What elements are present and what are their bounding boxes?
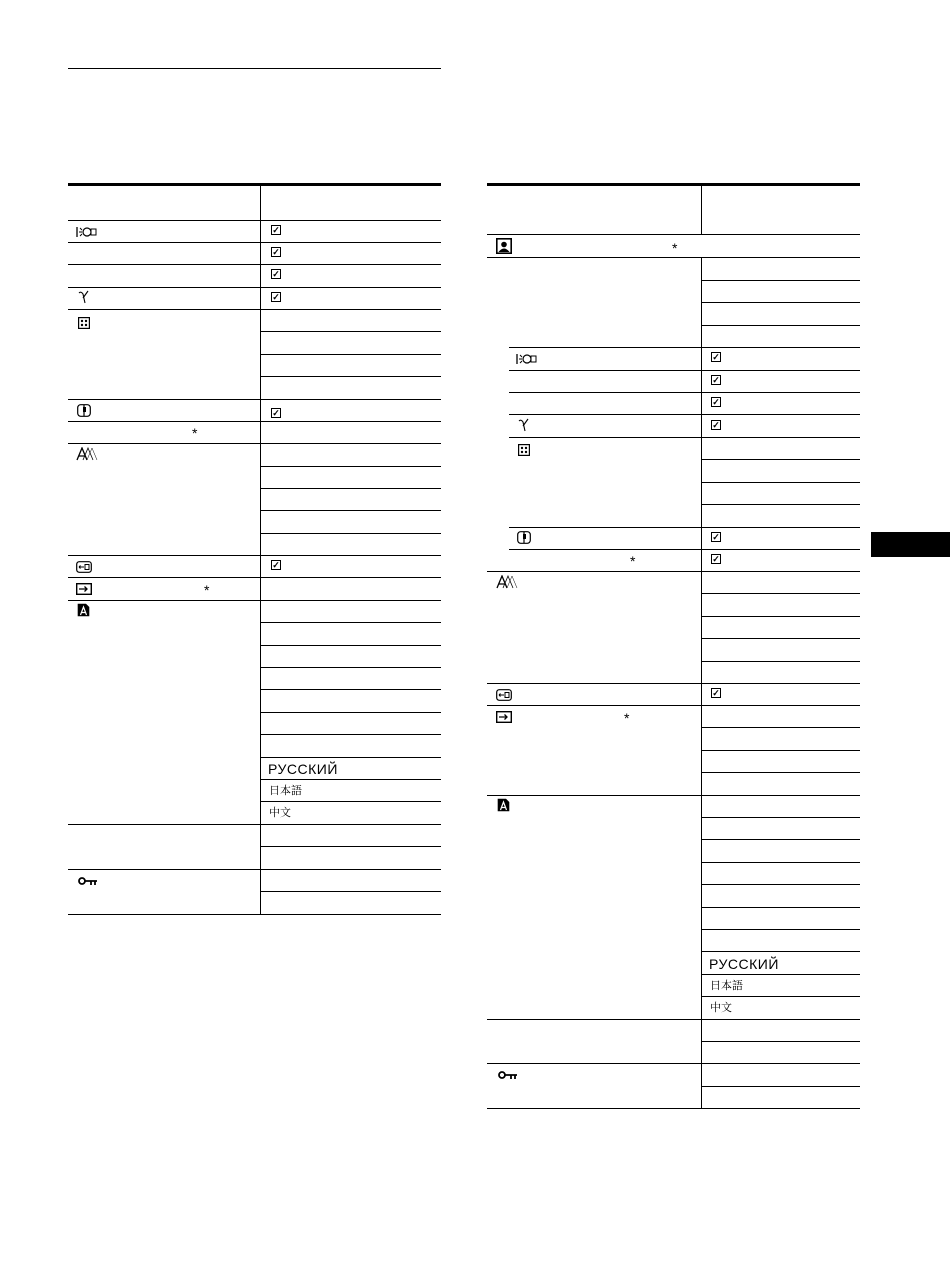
key-icon [78,873,98,891]
check-icon: ✓ [272,292,280,302]
zoom-icon [496,688,512,706]
check-icon: ✓ [712,352,720,362]
sub-row [702,863,860,885]
language-chinese: 中文 [710,1002,732,1014]
table-row [509,393,860,415]
check-icon: ✓ [712,532,720,542]
gamma-icon [78,289,90,310]
sub-row [261,735,441,758]
table-row [68,422,441,444]
sub-row [261,601,441,623]
sub-row [702,930,860,952]
table-row [68,578,441,601]
sub-row [702,885,860,908]
sub-row [702,818,860,840]
top-rule [68,68,441,69]
brightness-icon [76,225,100,243]
brightness-icon [516,352,540,370]
sub-row [702,483,860,505]
sub-row [261,825,441,847]
check-icon: ✓ [272,247,280,257]
asterisk: * [672,240,678,256]
sub-row [702,258,860,281]
sub-row [702,840,860,863]
sub-row [702,728,860,751]
zoom-icon [76,560,92,578]
sub-row [261,355,441,377]
language-russian: РУССКИЙ [268,761,338,777]
portrait-icon [496,238,512,259]
input-arrow-icon [496,710,512,728]
sub-row [702,460,860,483]
table-header-row [487,186,860,235]
text-a-icon [76,447,98,466]
sub-row [261,870,441,892]
language-japanese: 日本語 [710,980,743,992]
sub-row [261,511,441,534]
sub-row [261,646,441,668]
language-a-icon [497,798,510,817]
color-dots-icon [78,316,90,334]
table-row [487,550,860,572]
sub-row [261,467,441,489]
table-header-row [68,186,441,221]
input-arrow-icon [76,582,92,600]
asterisk: * [192,425,198,441]
asterisk: * [630,553,636,569]
sub-row [702,639,860,662]
sub-row [702,594,860,617]
check-icon: ✓ [712,554,720,564]
table-row [68,265,441,288]
key-icon [498,1067,518,1085]
right-menu-table [487,183,860,1109]
table-row [509,528,860,550]
text-a-icon [496,575,518,594]
check-icon: ✓ [272,560,280,570]
table-row [68,221,441,243]
sub-row [702,617,860,639]
table-row [509,415,860,438]
sub-row [702,572,860,594]
language-a-icon [77,603,90,622]
gamma-icon [518,417,530,438]
sub-row [702,796,860,818]
sub-row [702,438,860,460]
sub-row [702,281,860,303]
table-row [68,556,441,578]
sharpness-icon [77,404,91,422]
table-row [68,243,441,265]
check-icon: ✓ [272,269,280,279]
sub-row [261,690,441,713]
table-row [509,371,860,393]
sub-row [702,908,860,930]
sub-row [702,1064,860,1087]
sub-row [702,303,860,326]
sub-row [261,310,441,332]
sub-row [261,668,441,690]
left-menu-table [68,183,441,915]
sub-row [702,1020,860,1042]
check-icon: ✓ [712,397,720,407]
check-icon: ✓ [712,688,720,698]
sharpness-icon [517,531,531,549]
check-icon: ✓ [272,408,280,418]
table-row [68,400,441,422]
section-tab [871,532,950,557]
asterisk: * [204,582,210,598]
sub-row [702,751,860,773]
language-chinese: 中文 [269,807,291,819]
table-row [509,348,860,371]
check-icon: ✓ [272,225,280,235]
table-row [487,684,860,706]
sub-row [702,706,860,728]
sub-row [261,623,441,646]
check-icon: ✓ [712,375,720,385]
sub-row [261,444,441,467]
asterisk: * [624,710,630,726]
check-icon: ✓ [712,420,720,430]
language-russian: РУССКИЙ [709,956,779,972]
table-row [68,288,441,310]
sub-row [261,713,441,735]
language-japanese: 日本語 [269,785,302,797]
sub-row [261,332,441,355]
sub-row [261,489,441,511]
color-dots-icon [518,443,530,461]
